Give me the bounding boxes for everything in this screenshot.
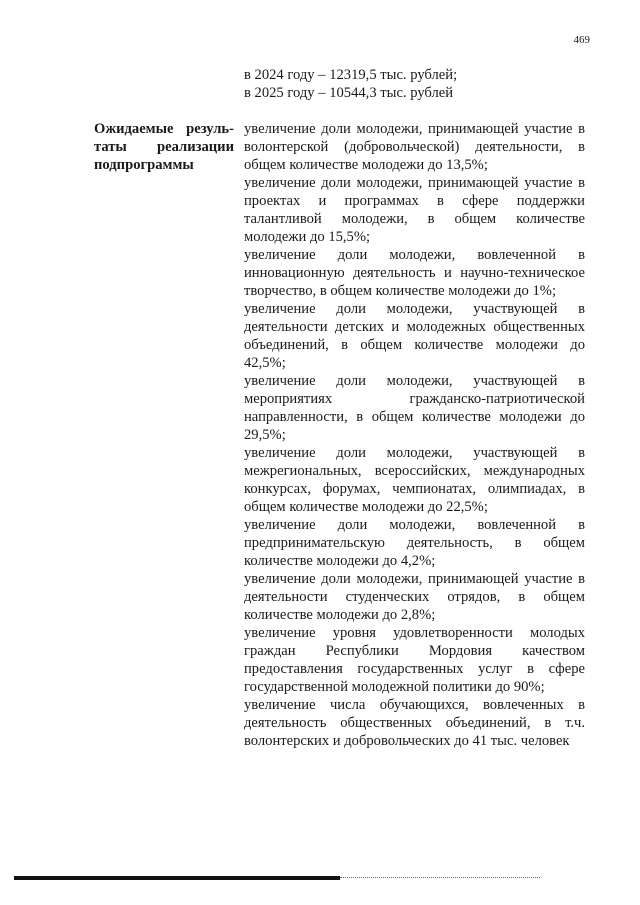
scan-bottom-dots bbox=[340, 877, 540, 880]
result-item: увеличение доли молодежи, участвующей в межрегиональных, всероссийских, международных конкурсах, форумах, чемпионатах, олимпиадах, в общем количестве молодежи до 22,5%; bbox=[244, 445, 585, 515]
result-item: увеличение доли молодежи, принимающей участие в проектах и программах в сфере поддержки талантливой молодежи, в общем количестве молодежи до 15,5%; bbox=[244, 175, 585, 245]
scan-bottom-rule bbox=[14, 876, 340, 880]
funding-line-2025: в 2025 году – 10544,3 тыс. рублей bbox=[244, 85, 454, 101]
result-item: увеличение доли молодежи, принимающей участие в волонтерской (добровольческой) деятельности, в общем количестве молодежи до 13,5%; bbox=[244, 121, 585, 173]
result-item: увеличение доли молодежи, участвующей в деятельности детских и молодежных общественных объединений, в общем количестве молодежи до 42,5%; bbox=[244, 301, 585, 371]
result-item: увеличение уровня удовлетворенности молодых граждан Республики Мордовия качеством предоставления государственных услуг в сфере государственной молодежной политики до 90%; bbox=[244, 625, 585, 695]
page-number: 469 bbox=[573, 34, 590, 46]
result-item: увеличение доли молодежи, вовлеченной в инновационную деятельность и научно-техническое творчество, в общем количестве молодежи до 1%; bbox=[244, 247, 585, 299]
label-line: таты реализации bbox=[94, 139, 234, 155]
result-item: увеличение доли молодежи, принимающей участие в деятельности студенческих отрядов, в общем количестве молодежи до 2,8%; bbox=[244, 571, 585, 623]
funding-continuation bbox=[244, 66, 584, 102]
expected-results-label bbox=[94, 120, 234, 174]
result-item: увеличение доли молодежи, участвующей в мероприятиях гражданско-патриотической направленности, в общем количестве молодежи до 29,5%; bbox=[244, 373, 585, 443]
label-line: подпрограммы bbox=[94, 157, 194, 173]
result-item: увеличение доли молодежи, вовлеченной в предпринимательскую деятельность, в общем количестве молодежи до 4,2%; bbox=[244, 517, 585, 569]
expected-results-list bbox=[244, 120, 585, 750]
result-item: увеличение числа обучающихся, вовлеченных в деятельность общественных объединений, в т.ч. волонтерских и добровольческих до 41 тыс. человек bbox=[244, 697, 585, 749]
label-line: Ожидаемые резуль- bbox=[94, 121, 234, 137]
funding-line-2024: в 2024 году – 12319,5 тыс. рублей; bbox=[244, 67, 458, 83]
